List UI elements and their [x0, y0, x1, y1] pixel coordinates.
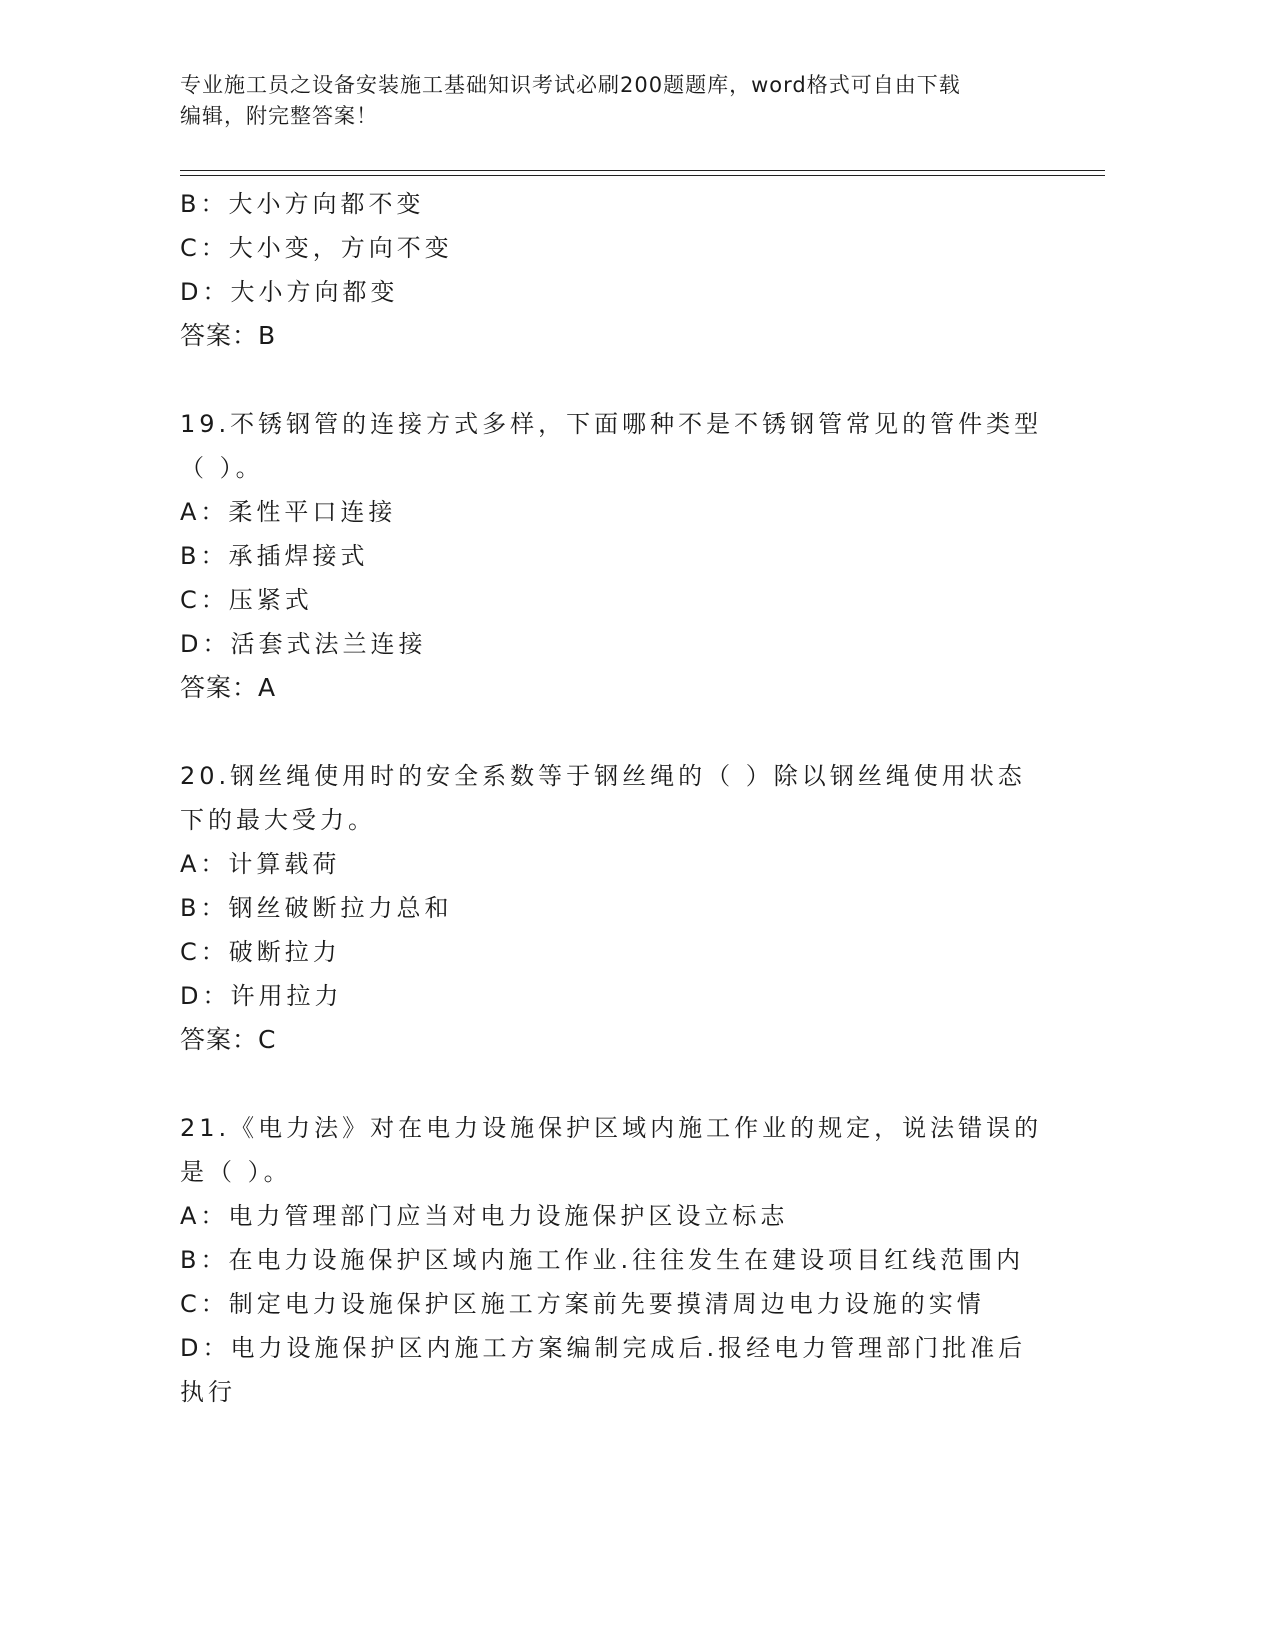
question-stem: 19.不锈钢管的连接方式多样，下面哪种不是不锈钢管常见的管件类型 [180, 410, 1043, 438]
option-b: B：大小方向都不变 [180, 190, 425, 218]
option-b: B：承插焊接式 [180, 542, 369, 570]
spacer [180, 358, 1060, 402]
option-c: C：大小变，方向不变 [180, 234, 453, 262]
option-d-continued: 执行 [180, 1378, 236, 1406]
option-b: B：在电力设施保护区域内施工作业.往往发生在建设项目红线范围内 [180, 1246, 1025, 1274]
header-title-line-2: 编辑，附完整答案！ [180, 104, 378, 128]
answer-label: 答案：B [180, 321, 277, 350]
question-20 [180, 754, 1060, 1062]
question-21 [180, 1106, 1060, 1414]
option-d: D：活套式法兰连接 [180, 630, 427, 658]
document-header [180, 70, 1060, 132]
question-19 [180, 402, 1060, 710]
option-d: D：大小方向都变 [180, 278, 399, 306]
option-c: C：破断拉力 [180, 938, 341, 966]
header-title-line-1: 专业施工员之设备安装施工基础知识考试必刷200题题库，word格式可自由下载 [180, 73, 961, 97]
header-divider-bottom [180, 175, 1105, 176]
answer-label: 答案：C [180, 1025, 277, 1054]
option-c: C：制定电力设施保护区施工方案前先要摸清周边电力设施的实情 [180, 1290, 985, 1318]
question-list [180, 182, 1060, 1414]
option-b: B：钢丝破断拉力总和 [180, 894, 453, 922]
option-a: A：电力管理部门应当对电力设施保护区设立标志 [180, 1202, 789, 1230]
option-a: A：柔性平口连接 [180, 498, 397, 526]
question-stem-continued: 下的最大受力。 [180, 806, 376, 834]
spacer [180, 710, 1060, 754]
question-stem-continued: （ ）。 [180, 454, 264, 482]
question-stem: 20.钢丝绳使用时的安全系数等于钢丝绳的（ ）除以钢丝绳使用状态 [180, 762, 1026, 790]
option-d: D：许用拉力 [180, 982, 343, 1010]
answer-label: 答案：A [180, 673, 277, 702]
option-a: A：计算载荷 [180, 850, 341, 878]
spacer [180, 1062, 1060, 1106]
option-c: C：压紧式 [180, 586, 313, 614]
question-18-tail [180, 182, 1060, 358]
option-d: D：电力设施保护区内施工方案编制完成后.报经电力管理部门批准后 [180, 1334, 1027, 1362]
question-stem-continued: 是（ ）。 [180, 1158, 292, 1186]
header-divider-top [180, 170, 1105, 171]
question-stem: 21.《电力法》对在电力设施保护区域内施工作业的规定，说法错误的 [180, 1114, 1043, 1142]
